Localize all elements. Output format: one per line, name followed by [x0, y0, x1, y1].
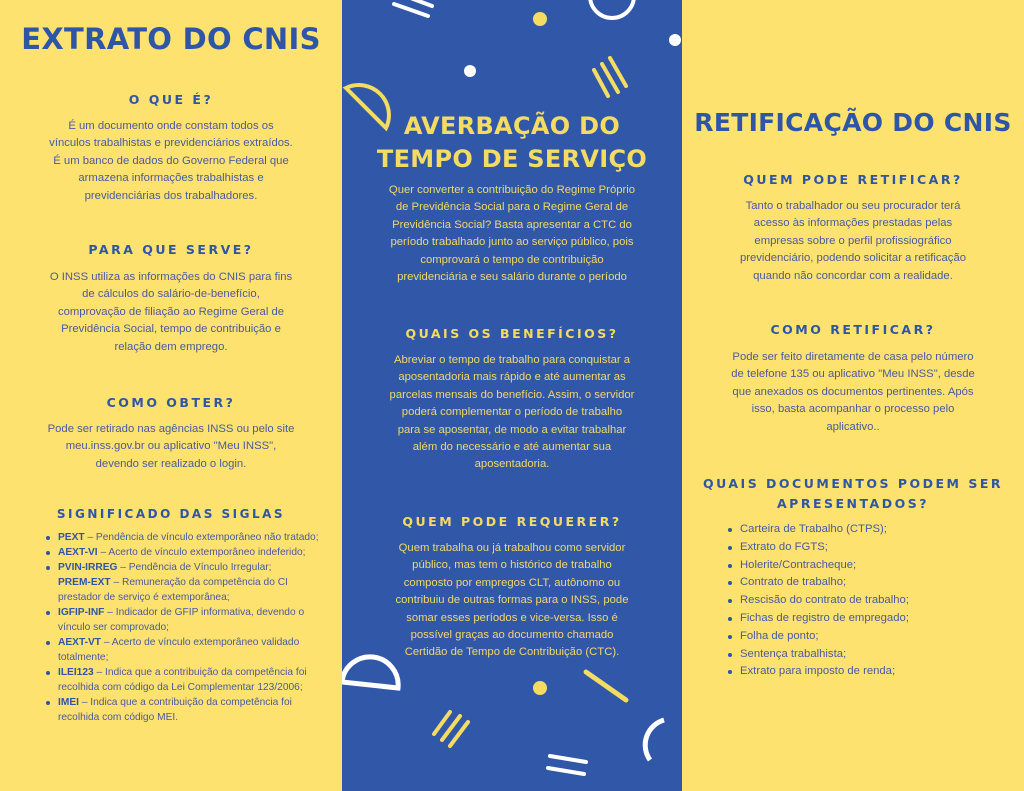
- text-line: aposentadoria.: [474, 458, 550, 471]
- list-item: Holerite/Contracheque;: [740, 557, 1020, 575]
- half-circle-icon: [590, 0, 634, 18]
- conversion-text: [358, 182, 666, 286]
- benefits-text: [358, 352, 666, 474]
- list-item: IGFIP-INF – Indicador de GFIP informativa, devendo o vínculo ser comprovado;: [58, 605, 328, 635]
- stripes-icon: [434, 712, 468, 746]
- text-line: Previdência Social? Basta apresentar a CTC do: [392, 218, 632, 231]
- how-to-obtain-text: [20, 421, 322, 473]
- text-line: meu.inss.gov.br ou aplicativo "Meu INSS",: [65, 440, 277, 453]
- text-line: comprovação de filiação ao Regime Geral de: [57, 305, 285, 318]
- dot-icon: [533, 681, 547, 695]
- text-line: Quer converter a contribuição do Regime Próprio: [388, 184, 636, 196]
- text-line: isso, basta acompanhar o processo pelo: [751, 403, 955, 416]
- right-title: RETIFICAÇÃO DO CNIS: [694, 108, 1012, 137]
- who-can-request-heading: QUEM PODE REQUERER?: [402, 514, 622, 529]
- title-line: TEMPO DE SERVIÇO: [376, 145, 648, 173]
- text-line: período trabalhado junto ao serviço público, pois: [390, 236, 634, 249]
- dot-icon: [669, 34, 681, 46]
- list-item: Folha de ponto;: [740, 628, 1020, 646]
- list-item: Extrato para imposto de renda;: [740, 663, 1020, 681]
- heading-line: QUAIS DOCUMENTOS PODEM SER: [702, 476, 1003, 491]
- right-panel: [682, 0, 1024, 791]
- text-line: aposentadoria mais rápido e até aumentar as: [398, 371, 626, 384]
- how-to-obtain-heading: COMO OBTER?: [106, 395, 236, 410]
- list-item: Fichas de registro de empregado;: [740, 610, 1020, 628]
- text-line: Pode ser retirado nas agências INSS ou pelo site: [47, 423, 295, 435]
- text-line: além do necessário e até aumentar sua: [412, 441, 612, 454]
- text-line: de telefone 135 ou aplicativo "Meu INSS", desde: [731, 368, 975, 381]
- title-line: AVERBAÇÃO DO: [403, 112, 621, 140]
- half-circle-icon: [645, 720, 664, 760]
- who-can-rectify-text: [702, 198, 1004, 285]
- acronyms-heading: SIGNIFICADO DAS SIGLAS: [56, 507, 286, 521]
- lines-icon: [548, 756, 586, 774]
- who-can-rectify-heading: QUEM PODE RETIFICAR?: [743, 172, 963, 187]
- list-item: AEXT-VT – Acerto de vínculo extemporâneo validado totalmente;: [58, 635, 328, 665]
- text-line: Pode ser feito diretamente de casa pelo número: [732, 351, 974, 363]
- text-line: É um banco de dados do Governo Federal que: [53, 154, 289, 167]
- text-line: Tanto o trabalhador ou seu procurador terá: [745, 200, 961, 212]
- text-line: comprovará o tempo de contribuição: [420, 253, 604, 266]
- acronyms-list: [44, 530, 328, 725]
- text-line: relação dem emprego.: [114, 340, 228, 353]
- middle-title: [342, 110, 682, 176]
- heading-line: APRESENTADOS?: [777, 496, 929, 511]
- text-line: de Previdência Social para o Regime Geral de: [395, 201, 629, 214]
- text-line: que anexados os documentos pertinentes. Após: [732, 385, 974, 398]
- list-item: Extrato do FGTS;: [740, 539, 1020, 557]
- text-line: acesso às informações prestadas pelas: [753, 217, 953, 230]
- text-line: É um documento onde constam todos os: [68, 120, 274, 132]
- purpose-heading: PARA QUE SERVE?: [88, 242, 254, 257]
- text-line: parcelas mensais do benefício. Assim, o servidor: [389, 388, 635, 401]
- text-line: devendo ser realizado o login.: [95, 457, 247, 470]
- how-to-rectify-heading: COMO RETIFICAR?: [770, 322, 936, 337]
- left-panel: [0, 0, 342, 791]
- text-line: aplicativo..: [826, 420, 880, 433]
- dot-icon: [464, 65, 476, 77]
- list-item: IMEI – Indica que a contribuição da competência foi recolhida com código MEI.: [58, 695, 328, 725]
- list-item: Rescisão do contrato de trabalho;: [740, 592, 1020, 610]
- text-line: para se aposentar, de modo a evitar trabalhar: [397, 423, 627, 436]
- middle-panel: [342, 0, 682, 791]
- text-line: contribuiu de outras formas para o INSS, pode: [395, 594, 629, 607]
- list-item: Contrato de trabalho;: [740, 574, 1020, 592]
- text-line: quando não concordar com a realidade.: [753, 269, 953, 282]
- text-line: previdenciárias dos trabalhadores.: [84, 189, 258, 202]
- text-line: poderá complementar o período de trabalho: [401, 406, 623, 419]
- documents-heading: [682, 474, 1024, 514]
- text-line: Previdência Social, tempo de contribuição e: [61, 323, 281, 336]
- text-line: Abreviar o tempo de trabalho para conquistar a: [393, 354, 631, 366]
- benefits-heading: QUAIS OS BENEFÍCIOS?: [405, 326, 619, 341]
- text-line: público, mas tem o histórico de trabalho: [412, 559, 612, 572]
- left-title: EXTRATO DO CNIS: [21, 22, 321, 56]
- text-line: previdenciário, podendo solicitar a retificação: [739, 252, 967, 265]
- line-icon: [586, 672, 626, 700]
- list-item: PVIN-IRREG – Pendência de Vínculo Irregular; PREM-EXT – Remuneração da competência do CI prestador de serviço é extemporânea;: [58, 560, 328, 605]
- who-can-request-text: [358, 540, 666, 662]
- top-lines-icon: [394, 0, 432, 16]
- dot-icon: [533, 12, 547, 26]
- text-line: armazena informações trabalhistas e: [78, 172, 264, 185]
- text-line: Certidão de Tempo de Contribuição (CTC).: [404, 646, 620, 659]
- stripes-icon: [594, 58, 626, 96]
- documents-list: [726, 521, 1020, 681]
- what-is-heading: O QUE É?: [128, 92, 214, 107]
- text-line: composto por empregos CLT, autônomo ou: [403, 576, 621, 589]
- text-line: vínculos trabalhistas e previdenciários extraídos.: [49, 137, 293, 150]
- text-line: de cálculos do salário-de-benefício,: [82, 288, 260, 301]
- list-item: ILEI123 – Indica que a contribuição da competência foi recolhida com código da Lei Complementar 123/2006;: [58, 665, 328, 695]
- text-line: possível graças ao documento chamado: [410, 629, 614, 642]
- text-line: Quem trabalha ou já trabalhou como servidor: [398, 542, 626, 554]
- text-line: O INSS utiliza as informações do CNIS para fins: [49, 271, 293, 283]
- list-item: Carteira de Trabalho (CTPS);: [740, 521, 1020, 539]
- what-is-text: [20, 118, 322, 205]
- text-line: previdenciária e seu salário durante o período: [397, 271, 627, 284]
- purpose-text: [20, 269, 322, 356]
- how-to-rectify-text: [702, 349, 1004, 436]
- text-line: somar esses períodos e vice-versa. Isso é: [406, 611, 618, 624]
- list-item: AEXT-VI – Acerto de vínculo extemporâneo indeferido;: [58, 545, 328, 560]
- list-item: PEXT – Pendência de vínculo extemporâneo não tratado;: [58, 530, 328, 545]
- text-line: empresas sobre o perfil profissiográfico: [754, 234, 952, 247]
- list-item: Sentença trabalhista;: [740, 646, 1020, 664]
